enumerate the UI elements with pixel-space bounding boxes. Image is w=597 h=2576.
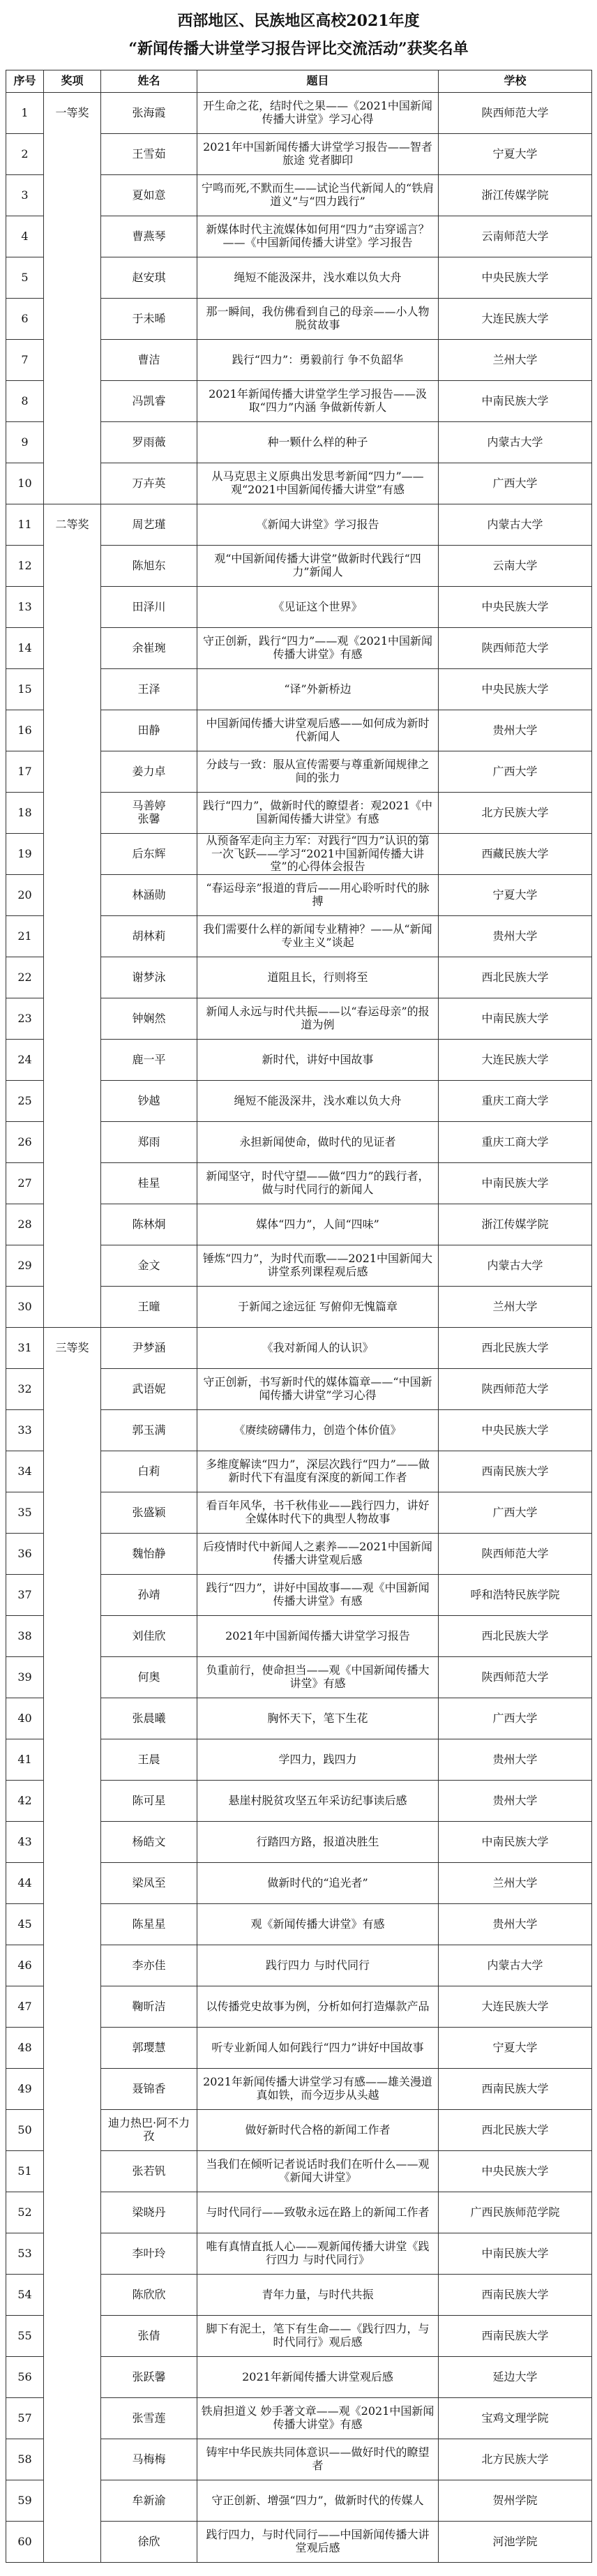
award-table-container [6,70,591,2563]
index-cell: 44 [6,1863,44,1904]
index-cell: 50 [6,2110,44,2151]
school-cell: 宁夏大学 [439,875,592,916]
index-cell: 25 [6,1081,44,1122]
name-cell: 张倩 [101,2316,197,2357]
name-cell: 张盛颖 [101,1492,197,1534]
school-cell: 贵州大学 [439,916,592,957]
title-cell: 《赓续磅礴伟力，创造个体价值》 [197,1410,439,1451]
title-cell: 以传播党史故事为例，分析如何打造爆款产品 [197,1986,439,2028]
title-cell: 看百年风华，书千秋伟业——践行四力，讲好全媒体时代下的典型人物故事 [197,1492,439,1534]
index-cell: 38 [6,1616,44,1657]
index-cell: 48 [6,2028,44,2069]
title-cell: 铸牢中华民族共同体意识——做好时代的瞭望者 [197,2439,439,2480]
school-cell: 中央民族大学 [439,587,592,628]
title-cell: 《见证这个世界》 [197,587,439,628]
index-cell: 37 [6,1575,44,1616]
name-cell: 郭玉满 [101,1410,197,1451]
index-cell: 1 [6,93,44,134]
school-cell: 西南民族大学 [439,2275,592,2316]
title-cell: 脚下有泥土，笔下有生命——《践行四力，与时代同行》观后感 [197,2316,439,2357]
school-cell: 宁夏大学 [439,134,592,175]
title-cell: 践行“四力”，做新时代的瞭望者：观2021《中国新闻传播大讲堂》有感 [197,793,439,834]
school-cell: 中南民族大学 [439,381,592,422]
header-award: 奖项 [44,70,101,93]
index-cell: 32 [6,1369,44,1410]
title-cell: 观“中国新闻传播大讲堂”做新时代践行“四力”新闻人 [197,546,439,587]
school-cell: 西北民族大学 [439,2110,592,2151]
title-cell: 做新时代的“追光者” [197,1863,439,1904]
index-cell: 53 [6,2233,44,2275]
index-cell: 56 [6,2357,44,2398]
title-cell: 从预备军走向主力军：对践行“四力”认识的第一次飞跃——学习“2021中国新闻传播大讲堂”的心得体会报告 [197,834,439,875]
name-cell: 赵安琪 [101,257,197,299]
name-cell: 张海霞 [101,93,197,134]
award-cell: 一等奖 [44,93,101,504]
school-cell: 内蒙古大学 [439,1245,592,1287]
school-cell: 重庆工商大学 [439,1081,592,1122]
title-cell: 负重前行，使命担当——观《中国新闻传播大讲堂》有感 [197,1657,439,1698]
index-cell: 60 [6,2522,44,2563]
title-cell: 2021年新闻传播大讲堂学生学习报告——汲取“四力”内涵 争做新传新人 [197,381,439,422]
index-cell: 39 [6,1657,44,1698]
table-row [6,93,592,134]
title-cell: 守正创新，践行“四力”——观《2021中国新闻传播大讲堂》有感 [197,628,439,669]
index-cell: 8 [6,381,44,422]
title-cell: 那一瞬间，我仿佛看到自己的母亲——小人物脱贫故事 [197,299,439,340]
name-cell: 尹梦涵 [101,1328,197,1369]
index-cell: 55 [6,2316,44,2357]
school-cell: 中南民族大学 [439,2233,592,2275]
title-cell: 守正创新，书写新时代的媒体篇章——“中国新闻传播大讲堂”学习心得 [197,1369,439,1410]
index-cell: 33 [6,1410,44,1451]
index-cell: 35 [6,1492,44,1534]
index-cell: 54 [6,2275,44,2316]
name-cell: 桂星 [101,1163,197,1204]
index-cell: 18 [6,793,44,834]
award-table [6,70,592,2563]
title-cell: 媒体“四力”，人间“四味” [197,1204,439,1245]
title-cell: 新媒体时代主流媒体如何用“四力”击穿谣言？——《中国新闻传播大讲堂》学习报告 [197,216,439,257]
title-cell: 青年力量，与时代共振 [197,2275,439,2316]
name-cell: 周艺瑾 [101,504,197,546]
index-cell: 52 [6,2192,44,2233]
index-cell: 24 [6,1040,44,1081]
title-cell: 践行“四力”，讲好中国故事——观《中国新闻传播大讲堂》有感 [197,1575,439,1616]
index-cell: 30 [6,1287,44,1328]
school-cell: 中央民族大学 [439,669,592,710]
name-cell: 罗雨薇 [101,422,197,463]
index-cell: 14 [6,628,44,669]
title-cell: 当我们在倾听记者说话时我们在听什么——观《新闻大讲堂》 [197,2151,439,2192]
title-cell: 中国新闻传播大讲堂观后感——如何成为新时代新闻人 [197,710,439,751]
name-cell: 梁凤至 [101,1863,197,1904]
index-cell: 7 [6,340,44,381]
header-school: 学校 [439,70,592,93]
school-cell: 贵州大学 [439,1739,592,1781]
index-cell: 22 [6,957,44,998]
award-cell: 二等奖 [44,504,101,1328]
table-body [6,93,592,2563]
title-cell: 锤炼“四力”，为时代而歌——2021中国新闻大讲堂系列课程观后感 [197,1245,439,1287]
index-cell: 3 [6,175,44,216]
name-cell: 孙靖 [101,1575,197,1616]
name-cell: 鹿一平 [101,1040,197,1081]
name-cell: 田静 [101,710,197,751]
title-cell: 唯有真情直抵人心——观新闻传播大讲堂《践行四力 与时代同行》 [197,2233,439,2275]
index-cell: 34 [6,1451,44,1492]
school-cell: 内蒙古大学 [439,1945,592,1986]
title-cell: 我们需要什么样的新闻专业精神？——从“新闻专业主义”谈起 [197,916,439,957]
title-cell: 《新闻大讲堂》学习报告 [197,504,439,546]
school-cell: 云南大学 [439,546,592,587]
school-cell: 广西大学 [439,1698,592,1739]
title-cell: 行踏四方路，报道决胜生 [197,1822,439,1863]
title-cell: 后疫情时代中新闻人之素养——2021中国新闻传播大讲堂观后感 [197,1534,439,1575]
name-cell: 牟新渝 [101,2480,197,2522]
index-cell: 51 [6,2151,44,2192]
name-cell: 张跃馨 [101,2357,197,2398]
title-cell: 践行四力，与时代同行——中国新闻传播大讲堂观后感 [197,2522,439,2563]
title-cell: 开生命之花，结时代之果——《2021中国新闻传播大讲堂》学习心得 [197,93,439,134]
school-cell: 宁夏大学 [439,2028,592,2069]
index-cell: 42 [6,1781,44,1822]
index-cell: 11 [6,504,44,546]
name-cell: 夏如意 [101,175,197,216]
school-cell: 云南师范大学 [439,216,592,257]
school-cell: 广西大学 [439,1492,592,1534]
school-cell: 西北民族大学 [439,1328,592,1369]
school-cell: 延边大学 [439,2357,592,2398]
name-cell: 聂锦香 [101,2069,197,2110]
name-cell: 李亦佳 [101,1945,197,1986]
index-cell: 2 [6,134,44,175]
name-cell: 谢梦泳 [101,957,197,998]
name-cell: 陈林炯 [101,1204,197,1245]
index-cell: 9 [6,422,44,463]
school-cell: 中央民族大学 [439,257,592,299]
school-cell: 西藏民族大学 [439,834,592,875]
school-cell: 贵州大学 [439,1781,592,1822]
header-title: 题目 [197,70,439,93]
index-cell: 28 [6,1204,44,1245]
index-cell: 6 [6,299,44,340]
school-cell: 大连民族大学 [439,299,592,340]
index-cell: 41 [6,1739,44,1781]
table-row [6,1328,592,1369]
index-cell: 26 [6,1122,44,1163]
name-cell: 曹燕琴 [101,216,197,257]
school-cell: 广西民族师范学院 [439,2192,592,2233]
table-row [6,504,592,546]
title-cell: 做好新时代合格的新闻工作者 [197,2110,439,2151]
school-cell: 西南民族大学 [439,2316,592,2357]
title-cell: 守正创新、增强“四力”，做新时代的传媒人 [197,2480,439,2522]
name-cell: 武语妮 [101,1369,197,1410]
name-cell: 金文 [101,1245,197,1287]
school-cell: 陕西师范大学 [439,1657,592,1698]
name-cell: 王泽 [101,669,197,710]
title-line-2: “新闻传播大讲堂学习报告评比交流活动”获奖名单 [128,40,469,58]
name-cell: 胡林莉 [101,916,197,957]
title-cell: 新闻人永远与时代共振——以“春运母亲”的报道为例 [197,998,439,1040]
index-cell: 57 [6,2398,44,2439]
school-cell: 西北民族大学 [439,1616,592,1657]
school-cell: 河池学院 [439,2522,592,2563]
school-cell: 兰州大学 [439,340,592,381]
title-cell: “译”外新桥边 [197,669,439,710]
name-cell: 曹洁 [101,340,197,381]
title-cell: 2021年中国新闻传播大讲堂学习报告 [197,1616,439,1657]
document-title [0,7,597,63]
header-name: 姓名 [101,70,197,93]
index-cell: 19 [6,834,44,875]
index-cell: 46 [6,1945,44,1986]
school-cell: 贵州大学 [439,1904,592,1945]
index-cell: 13 [6,587,44,628]
school-cell: 广西大学 [439,751,592,793]
index-cell: 5 [6,257,44,299]
index-cell: 15 [6,669,44,710]
index-cell: 47 [6,1986,44,2028]
title-cell: 种一颗什么样的种子 [197,422,439,463]
school-cell: 兰州大学 [439,1863,592,1904]
school-cell: 中央民族大学 [439,2151,592,2192]
index-cell: 45 [6,1904,44,1945]
name-cell: 陈旭东 [101,546,197,587]
school-cell: 浙江传媒学院 [439,1204,592,1245]
table-header [6,70,592,93]
name-cell: 张雪莲 [101,2398,197,2439]
name-cell: 冯凯睿 [101,381,197,422]
title-cell: 与时代同行——致敬永远在路上的新闻工作者 [197,2192,439,2233]
title-cell: 悬崖村脱贫攻坚五年采访纪事读后感 [197,1781,439,1822]
title-cell: 践行四力 与时代同行 [197,1945,439,1986]
title-cell: 道阻且长，行则将至 [197,957,439,998]
school-cell: 陕西师范大学 [439,1369,592,1410]
title-cell: 践行“四力”：勇毅前行 争不负韶华 [197,340,439,381]
school-cell: 贺州学院 [439,2480,592,2522]
school-cell: 内蒙古大学 [439,504,592,546]
title-cell: 学四力，践四力 [197,1739,439,1781]
title-cell: 于新闻之途远征 写俯仰无愧篇章 [197,1287,439,1328]
index-cell: 59 [6,2480,44,2522]
title-cell: 胸怀天下，笔下生花 [197,1698,439,1739]
name-cell: 钞越 [101,1081,197,1122]
school-cell: 内蒙古大学 [439,422,592,463]
name-cell: 田泽川 [101,587,197,628]
index-cell: 10 [6,463,44,504]
name-cell: 陈欣欣 [101,2275,197,2316]
school-cell: 西北民族大学 [439,957,592,998]
index-cell: 17 [6,751,44,793]
header-index: 序号 [6,70,44,93]
title-cell: 铁肩担道义 妙手著文章——观《2021中国新闻传播大讲堂》有感 [197,2398,439,2439]
name-cell: 陈可星 [101,1781,197,1822]
title-cell: 绳短不能汲深井，浅水难以负大舟 [197,257,439,299]
name-cell: 迪力热巴·阿不力孜 [101,2110,197,2151]
index-cell: 4 [6,216,44,257]
index-cell: 29 [6,1245,44,1287]
school-cell: 中南民族大学 [439,998,592,1040]
name-cell: 于未晞 [101,299,197,340]
name-cell: 王曈 [101,1287,197,1328]
name-cell: 杨皓文 [101,1822,197,1863]
school-cell: 呼和浩特民族学院 [439,1575,592,1616]
name-cell: 林涵勋 [101,875,197,916]
school-cell: 中南民族大学 [439,1163,592,1204]
school-cell: 大连民族大学 [439,1040,592,1081]
school-cell: 北方民族大学 [439,2439,592,2480]
title-cell: 多维度解读“四力”，深层次践行“四力”——做新时代下有温度有深度的新闻工作者 [197,1451,439,1492]
school-cell: 广西大学 [439,463,592,504]
name-cell: 徐欣 [101,2522,197,2563]
title-cell: 分歧与一致：服从宣传需要与尊重新闻规律之间的张力 [197,751,439,793]
school-cell: 兰州大学 [439,1287,592,1328]
school-cell: 西南民族大学 [439,2069,592,2110]
name-cell: 李叶玲 [101,2233,197,2275]
index-cell: 16 [6,710,44,751]
name-cell: 钟娴然 [101,998,197,1040]
name-cell: 王晨 [101,1739,197,1781]
title-cell: 新闻坚守，时代守望——做“四力”的践行者，做与时代同行的新闻人 [197,1163,439,1204]
title-cell: 宁鸣而死,不默而生——试论当代新闻人的“铁肩道义”与“四力践行” [197,175,439,216]
name-cell: 后东辉 [101,834,197,875]
school-cell: 贵州大学 [439,710,592,751]
name-cell: 何奥 [101,1657,197,1698]
name-cell: 郑雨 [101,1122,197,1163]
title-cell: 观《新闻传播大讲堂》有感 [197,1904,439,1945]
name-cell: 王雪茹 [101,134,197,175]
school-cell: 宝鸡文理学院 [439,2398,592,2439]
school-cell: 陕西师范大学 [439,1534,592,1575]
title-cell: 2021年新闻传播大讲堂学习有感——雄关漫道真如铁，而今迈步从头越 [197,2069,439,2110]
name-cell: 陈星星 [101,1904,197,1945]
index-cell: 31 [6,1328,44,1369]
name-cell: 张晨曦 [101,1698,197,1739]
school-cell: 重庆工商大学 [439,1122,592,1163]
index-cell: 58 [6,2439,44,2480]
title-cell: 听专业新闻人如何践行“四力”讲好中国故事 [197,2028,439,2069]
title-cell: 从马克思主义原典出发思考新闻“四力”——观“2021中国新闻传播大讲堂”有感 [197,463,439,504]
title-cell: 绳短不能汲深井，浅水难以负大舟 [197,1081,439,1122]
school-cell: 北方民族大学 [439,793,592,834]
name-cell: 余崔琬 [101,628,197,669]
index-cell: 49 [6,2069,44,2110]
name-cell: 白莉 [101,1451,197,1492]
index-cell: 12 [6,546,44,587]
index-cell: 36 [6,1534,44,1575]
school-cell: 大连民族大学 [439,1986,592,2028]
school-cell: 陕西师范大学 [439,93,592,134]
name-cell: 马善婷 张馨 [101,793,197,834]
name-cell: 马梅梅 [101,2439,197,2480]
index-cell: 20 [6,875,44,916]
name-cell: 魏怡静 [101,1534,197,1575]
index-cell: 27 [6,1163,44,1204]
title-cell: 永担新闻使命，做时代的见证者 [197,1122,439,1163]
name-cell: 张若钒 [101,2151,197,2192]
header-row [6,70,592,93]
school-cell: 中南民族大学 [439,1822,592,1863]
title-line-1: 西部地区、民族地区高校2021年度 [177,12,420,30]
name-cell: 万卉英 [101,463,197,504]
school-cell: 陕西师范大学 [439,628,592,669]
index-cell: 21 [6,916,44,957]
name-cell: 鞠昕洁 [101,1986,197,2028]
title-cell: “春运母亲”报道的背后——用心聆听时代的脉搏 [197,875,439,916]
school-cell: 中央民族大学 [439,1410,592,1451]
award-cell: 三等奖 [44,1328,101,2563]
school-cell: 浙江传媒学院 [439,175,592,216]
index-cell: 40 [6,1698,44,1739]
name-cell: 姜力卓 [101,751,197,793]
title-cell: 2021年中国新闻传播大讲堂学习报告——智者旅途 党者脚印 [197,134,439,175]
title-cell: 2021年新闻传播大讲堂观后感 [197,2357,439,2398]
index-cell: 23 [6,998,44,1040]
name-cell: 刘佳欣 [101,1616,197,1657]
school-cell: 西南民族大学 [439,1451,592,1492]
title-cell: 新时代，讲好中国故事 [197,1040,439,1081]
name-cell: 梁晓丹 [101,2192,197,2233]
name-cell: 郭璎慧 [101,2028,197,2069]
index-cell: 43 [6,1822,44,1863]
title-cell: 《我对新闻人的认识》 [197,1328,439,1369]
